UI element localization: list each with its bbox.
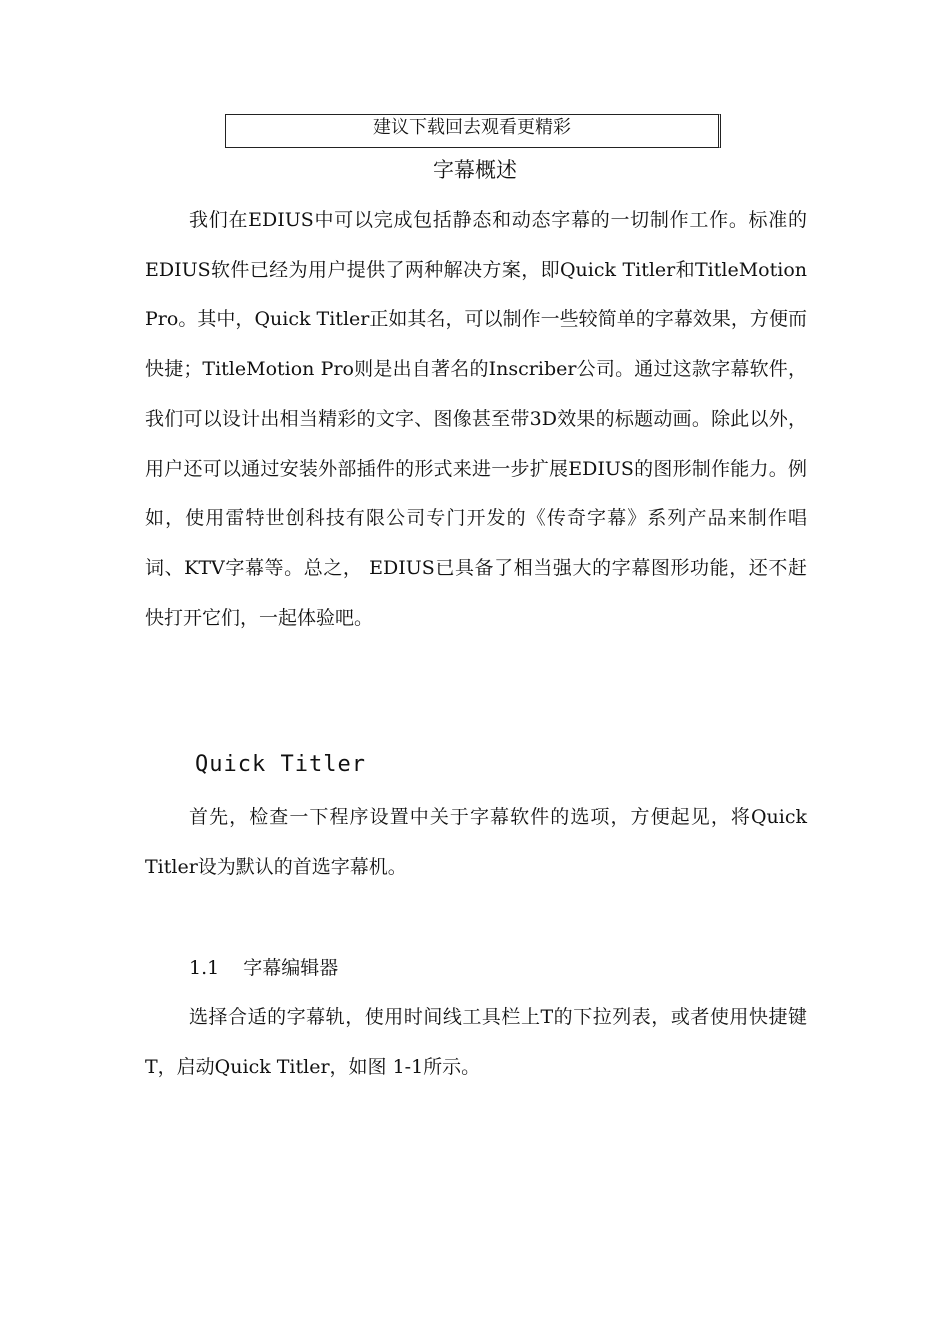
section-title: 字幕编辑器 [243, 957, 339, 979]
quick-titler-heading: Quick Titler [195, 752, 366, 777]
section-number: 1.1 [189, 957, 220, 979]
quick-titler-paragraph: 首先，检查一下程序设置中关于字幕软件的选项，方便起见，将Quick Titler设为默认的首选字幕机。 [145, 806, 807, 878]
download-notice-box [225, 114, 721, 148]
section-heading-1-1 [189, 953, 338, 983]
section-1-1-paragraph: 选择合适的字幕轨，使用时间线工具栏上T的下拉列表，或者使用快捷键T，启动Quick Titler，如图 1-1所示。 [145, 1006, 807, 1078]
intro-paragraph: 我们在EDIUS中可以完成包括静态和动态字幕的一切制作工作。标准的EDIUS软件已经为用户提供了两种解决方案，即Quick Titler和TitleMotion Pro。其中，Quick Titler正如其名，可以制作一些较简单的字幕效果，方便而快捷；TitleMotion Pro则是出自著名的Inscriber公司。通过这款字幕软件，我们可以设计出相当精彩的文字、图像甚至带3D效果的标题动画。除此以外，用户还可以通过安装外部插件的形式来进一步扩展EDIUS的图形制作能力。例如，使用雷特世创科技有限公司专门开发的《传奇字幕》系列产品来制作唱词、KTV字幕等。总之， EDIUS已具备了相当强大的字幕图形功能，还不赶快打开它们，一起体验吧。 [145, 209, 807, 629]
page-title: 字幕概述 [433, 158, 517, 182]
download-notice-text: 建议下载回去观看更精彩 [373, 117, 571, 138]
